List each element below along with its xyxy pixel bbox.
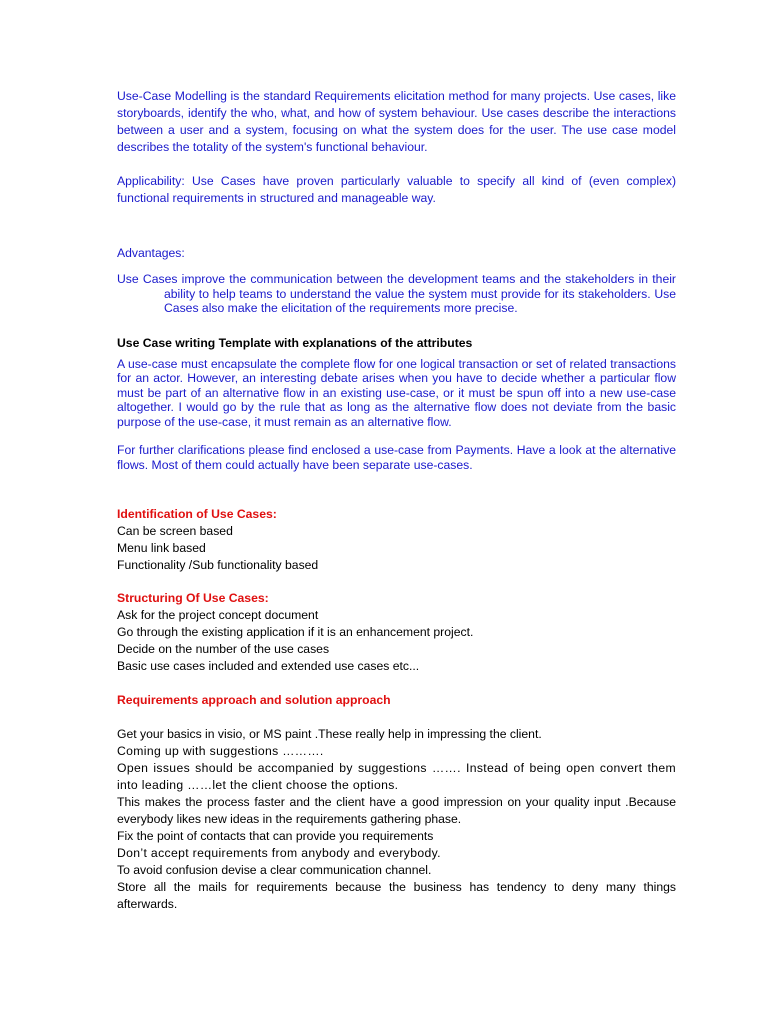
requirements-line: This makes the process faster and the client have a good impression on your quality input .Because everybody likes new ideas in the requirements gathering phase. (117, 795, 676, 826)
requirements-line: Open issues should be accompanied by suggestions ……. Instead of being open convert them into leading ……let the client choose the options. (117, 761, 676, 792)
advantages-paragraph: Use Cases improve the communication between the development teams and the stakeholders in their ability to help teams to understand the value the system must provide for its stakeholders. Use Cases also make the elicitation of the requirements more precise. (117, 272, 676, 315)
structuring-item: Go through the existing application if it is an enhancement project. (117, 625, 474, 639)
template-paragraph-1: A use-case must encapsulate the complete flow for one logical transaction or set of related transactions for an actor. However, an interesting debate arises when you have to decide whether a particular flow must be part of an alternative flow in an existing use-case, or it must be spun off into a new use-case altogether. I would go by the rule that as long as the alternative flow does not deviate from the basic purpose of the use-case, it must remain as an alternative flow. (117, 356, 676, 429)
identification-heading: Identification of Use Cases: (117, 507, 277, 521)
advantages-heading: Advantages: (117, 246, 185, 260)
requirements-line: Fix the point of contacts that can provide you requirements (117, 829, 434, 843)
requirements-line: Store all the mails for requirements because the business has tendency to deny many things afterwards. (117, 880, 676, 911)
requirements-line: Don’t accept requirements from anybody and everybody. (117, 846, 441, 860)
requirements-line: To avoid confusion devise a clear communication channel. (117, 863, 432, 877)
identification-item: Functionality /Sub functionality based (117, 558, 319, 572)
structuring-item: Ask for the project concept document (117, 608, 319, 622)
identification-item: Menu link based (117, 541, 206, 555)
requirements-line: Coming up with suggestions ………. (117, 744, 324, 758)
template-paragraph-2: For further clarifications please find enclosed a use-case from Payments. Have a look at the alternative flows. Most of them could actually have been separate use-cases. (117, 443, 676, 472)
requirements-line: Get your basics in visio, or MS paint .These really help in impressing the client. (117, 727, 542, 741)
document-content (117, 88, 676, 913)
intro-paragraph: Use-Case Modelling is the standard Requirements elicitation method for many projects. Use cases, like storyboards, identify the who, what, and how of system behaviour. Use cases describe the interactions between a user and a system, focusing on what the system does for the user. The use case model describes the totality of the system's functional behaviour. (117, 89, 676, 154)
template-heading: Use Case writing Template with explanations of the attributes (117, 335, 473, 350)
requirements-heading: Requirements approach and solution approach (117, 693, 391, 707)
structuring-heading: Structuring Of Use Cases: (117, 591, 269, 605)
applicability-paragraph: Applicability: Use Cases have proven particularly valuable to specify all kind of (even complex) functional requirements in structured and manageable way. (117, 174, 676, 205)
structuring-item: Decide on the number of the use cases (117, 642, 330, 656)
identification-item: Can be screen based (117, 524, 233, 538)
structuring-item: Basic use cases included and extended use cases etc... (117, 659, 420, 673)
